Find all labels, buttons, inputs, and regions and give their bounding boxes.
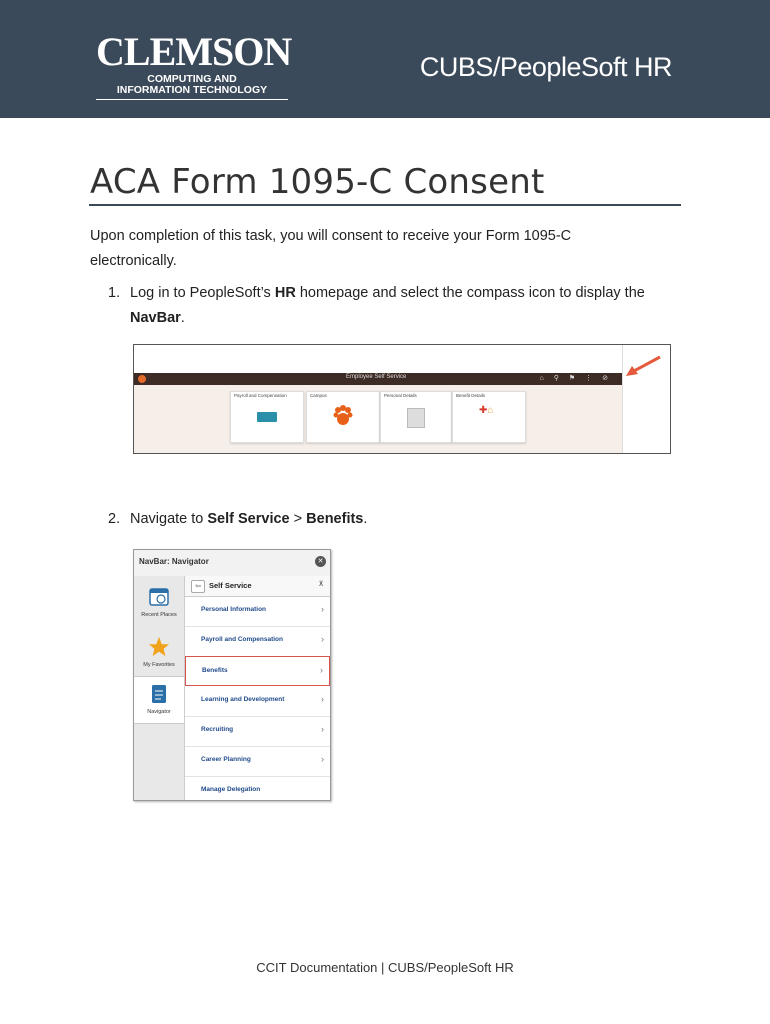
logo-sub-line-2: INFORMATION TECHNOLOGY xyxy=(116,84,268,96)
person-icon xyxy=(407,408,425,428)
close-icon[interactable]: ✕ xyxy=(315,556,326,567)
title-divider xyxy=(89,204,681,206)
header-banner xyxy=(0,0,770,118)
menu-item-career-planning[interactable] xyxy=(185,746,330,777)
chevron-right-icon: › xyxy=(321,634,324,644)
flag-icon: ⚑ xyxy=(568,375,586,382)
search-icon: ⚲ xyxy=(553,375,569,382)
navbar-header xyxy=(134,550,330,577)
step-text: . xyxy=(363,511,368,527)
tile-label: Benefit Details xyxy=(456,393,486,398)
tile-label: Payroll and Compensation xyxy=(234,393,287,398)
banner-icons xyxy=(539,374,618,382)
step-bold: Self Service xyxy=(207,511,290,527)
homepage-banner xyxy=(134,373,622,385)
section-header xyxy=(185,576,330,597)
chevron-right-icon: › xyxy=(321,694,324,704)
tile-label: Campus xyxy=(310,393,327,398)
tile-campus[interactable] xyxy=(306,391,380,443)
menu-item-label: Recruiting xyxy=(201,726,234,733)
step-2 xyxy=(108,507,678,532)
benefits-icon: ✚⌂ xyxy=(479,405,494,416)
back-icon[interactable]: ⇦ xyxy=(191,580,205,593)
pin-icon[interactable]: ⊼ xyxy=(318,581,324,588)
menu-item-label: Learning and Development xyxy=(201,696,285,703)
step-number: 2. xyxy=(108,511,121,527)
sidebar-label: Navigator xyxy=(147,709,171,715)
navbar-sidebar xyxy=(134,576,185,800)
step-text: Navigate to xyxy=(130,511,208,527)
navigator-icon xyxy=(151,684,167,704)
product-title xyxy=(420,52,672,83)
step-text: > xyxy=(289,511,307,527)
tile-label: Personal Details xyxy=(384,393,417,398)
step-text: Log in to PeopleSoft’s xyxy=(130,285,275,301)
tile-payroll[interactable] xyxy=(230,391,304,443)
page-footer: CCIT Documentation | CUBS/PeopleSoft HR xyxy=(256,960,514,975)
home-icon: ⌂ xyxy=(539,375,554,382)
step-bold: NavBar xyxy=(130,310,181,326)
chevron-right-icon: › xyxy=(320,665,323,675)
menu-item-benefits[interactable] xyxy=(185,656,330,686)
step-1 xyxy=(108,281,678,331)
chevron-right-icon: › xyxy=(321,724,324,734)
step-bold: HR xyxy=(274,285,296,301)
navbar-menu xyxy=(185,576,330,800)
menu-item-label: Career Planning xyxy=(201,756,251,763)
paw-print-icon xyxy=(331,404,355,428)
logo-main-text: CLEMSON xyxy=(96,29,292,74)
logo-sub-text xyxy=(96,74,288,100)
sidebar-label: My Favorites xyxy=(143,662,175,668)
page-title: ACA Form 1095-C Consent xyxy=(90,162,545,202)
menu-item-label: Benefits xyxy=(202,667,228,674)
menu-item-label: Payroll and Compensation xyxy=(201,636,283,643)
sidebar-label: Recent Places xyxy=(141,612,177,618)
product-title-main: CUBS/PeopleSoft xyxy=(419,52,627,82)
menu-item-manage-delegation[interactable] xyxy=(185,776,330,801)
step-bold: Benefits xyxy=(306,511,364,527)
star-icon xyxy=(148,636,170,658)
step-number: 1. xyxy=(108,285,121,301)
clemson-logo xyxy=(96,29,296,100)
chevron-right-icon: › xyxy=(321,754,324,764)
menu-item-personal-information[interactable] xyxy=(185,596,330,627)
tile-benefits[interactable] xyxy=(452,391,526,443)
product-title-suffix: HR xyxy=(627,52,672,82)
menu-icon: ⋮ xyxy=(585,375,603,382)
homepage-screenshot xyxy=(133,344,671,454)
compass-icon[interactable]: ⊘ xyxy=(602,375,618,382)
sidebar-item-navigator[interactable] xyxy=(134,676,184,724)
pointer-arrow-icon xyxy=(624,354,664,380)
menu-item-recruiting[interactable] xyxy=(185,716,330,747)
step-text: homepage and select the compass icon to display the xyxy=(295,285,645,301)
menu-item-payroll[interactable] xyxy=(185,626,330,657)
paw-icon xyxy=(138,375,146,383)
homepage-title: Employee Self Service xyxy=(346,374,407,380)
menu-item-label: Manage Delegation xyxy=(201,786,261,793)
logo-sub-line-1: COMPUTING AND xyxy=(147,73,237,85)
navbar-title: NavBar: Navigator xyxy=(139,557,209,566)
section-title: Self Service xyxy=(209,581,252,590)
chevron-right-icon: › xyxy=(321,604,324,614)
money-icon xyxy=(257,412,277,422)
menu-item-label: Personal Information xyxy=(201,606,267,613)
step-text: . xyxy=(180,310,185,326)
recent-places-icon xyxy=(149,586,169,606)
menu-item-learning[interactable] xyxy=(185,686,330,717)
tile-personal[interactable] xyxy=(380,391,452,443)
intro-paragraph: Upon completion of this task, you will consent to receive your Form 1095-C electronically. xyxy=(90,228,572,269)
navbar-screenshot xyxy=(133,549,331,801)
